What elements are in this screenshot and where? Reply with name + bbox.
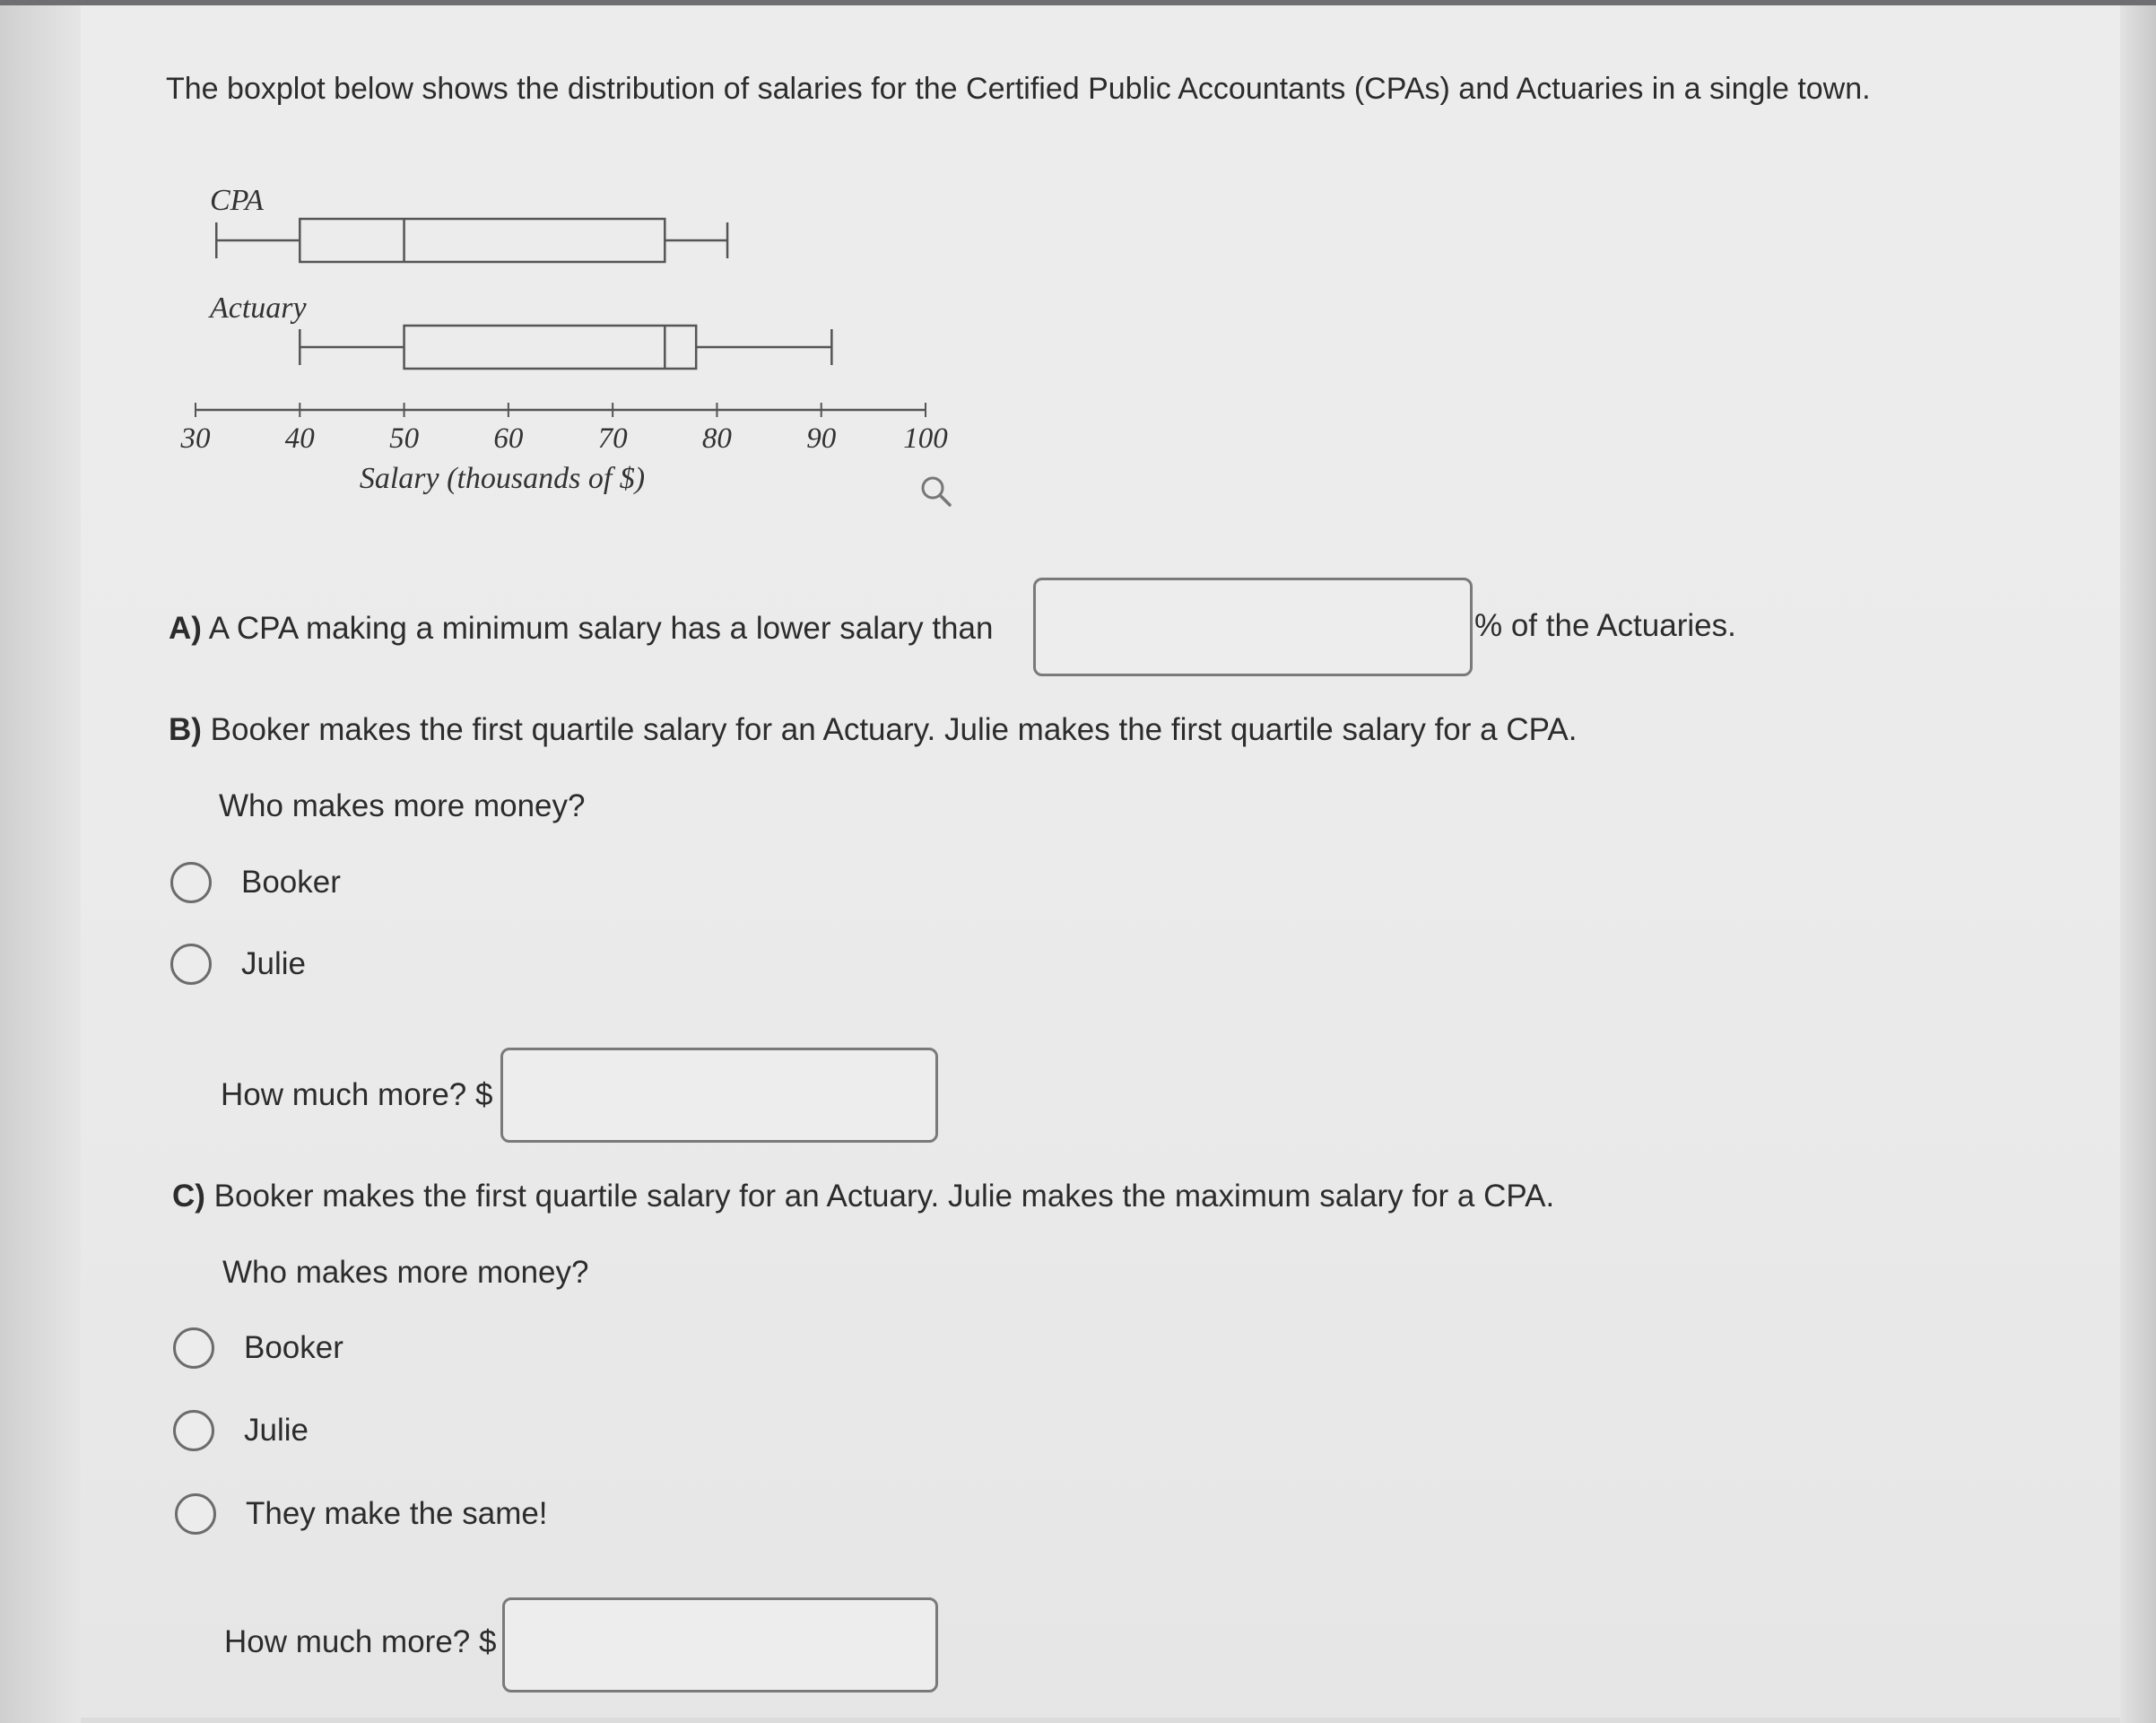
how-much-label-b: How much more? $ xyxy=(221,1077,493,1112)
option-c-same[interactable]: They make the same! xyxy=(246,1496,548,1531)
x-tick-label: 60 xyxy=(493,422,524,455)
x-axis-label: Salary (thousands of $) xyxy=(359,462,646,495)
option-c-booker[interactable]: Booker xyxy=(244,1330,343,1365)
actuary-series-label: Actuary xyxy=(210,292,307,325)
option-b-julie[interactable]: Julie xyxy=(241,946,306,981)
option-b-booker[interactable]: Booker xyxy=(241,865,341,900)
option-c-julie[interactable]: Julie xyxy=(244,1413,309,1448)
question-c-prefix: C) xyxy=(172,1179,205,1214)
how-much-label-c: How much more? $ xyxy=(224,1624,497,1659)
question-a-prefix: A) xyxy=(169,611,202,646)
question-a-suffix: % of the Actuaries. xyxy=(1474,608,1736,643)
question-c xyxy=(172,1179,1554,1214)
how-much-input-b[interactable] xyxy=(500,1048,938,1143)
x-tick-label: 90 xyxy=(806,422,837,455)
radio-b-booker[interactable] xyxy=(170,862,212,903)
magnifier-icon[interactable] xyxy=(923,478,950,505)
cpa-box xyxy=(300,219,665,262)
question-b-who: Who makes more money? xyxy=(219,788,586,823)
question-a xyxy=(169,611,993,647)
percent-input[interactable] xyxy=(1033,578,1473,676)
x-tick-label: 40 xyxy=(284,422,315,455)
x-tick-label: 30 xyxy=(180,422,211,455)
cpa-series-label: CPA xyxy=(210,184,264,217)
radio-c-same[interactable] xyxy=(175,1493,216,1535)
actuary-box xyxy=(404,326,697,369)
question-b-text: Booker makes the first quartile salary for an Actuary. Julie makes the first quartile salary for a CPA. xyxy=(201,712,1578,747)
intro-text: The boxplot below shows the distribution of salaries for the Certified Public Accountants (CPAs) and Actuaries in a single town. xyxy=(166,72,1871,106)
radio-b-julie[interactable] xyxy=(170,944,212,985)
radio-c-booker[interactable] xyxy=(173,1327,214,1369)
x-tick-label: 50 xyxy=(389,422,420,455)
question-c-who: Who makes more money? xyxy=(222,1255,589,1290)
radio-c-julie[interactable] xyxy=(173,1410,214,1451)
question-b-prefix: B) xyxy=(169,712,202,747)
x-tick-label: 100 xyxy=(903,422,948,455)
question-a-text: A CPA making a minimum salary has a lower salary than xyxy=(201,611,994,646)
question-c-text: Booker makes the first quartile salary for an Actuary. Julie makes the maximum salary for a CPA. xyxy=(204,1179,1555,1214)
x-tick-label: 70 xyxy=(597,422,628,455)
how-much-input-c[interactable] xyxy=(502,1597,938,1693)
question-b xyxy=(169,712,1577,748)
x-tick-label: 80 xyxy=(701,422,732,455)
